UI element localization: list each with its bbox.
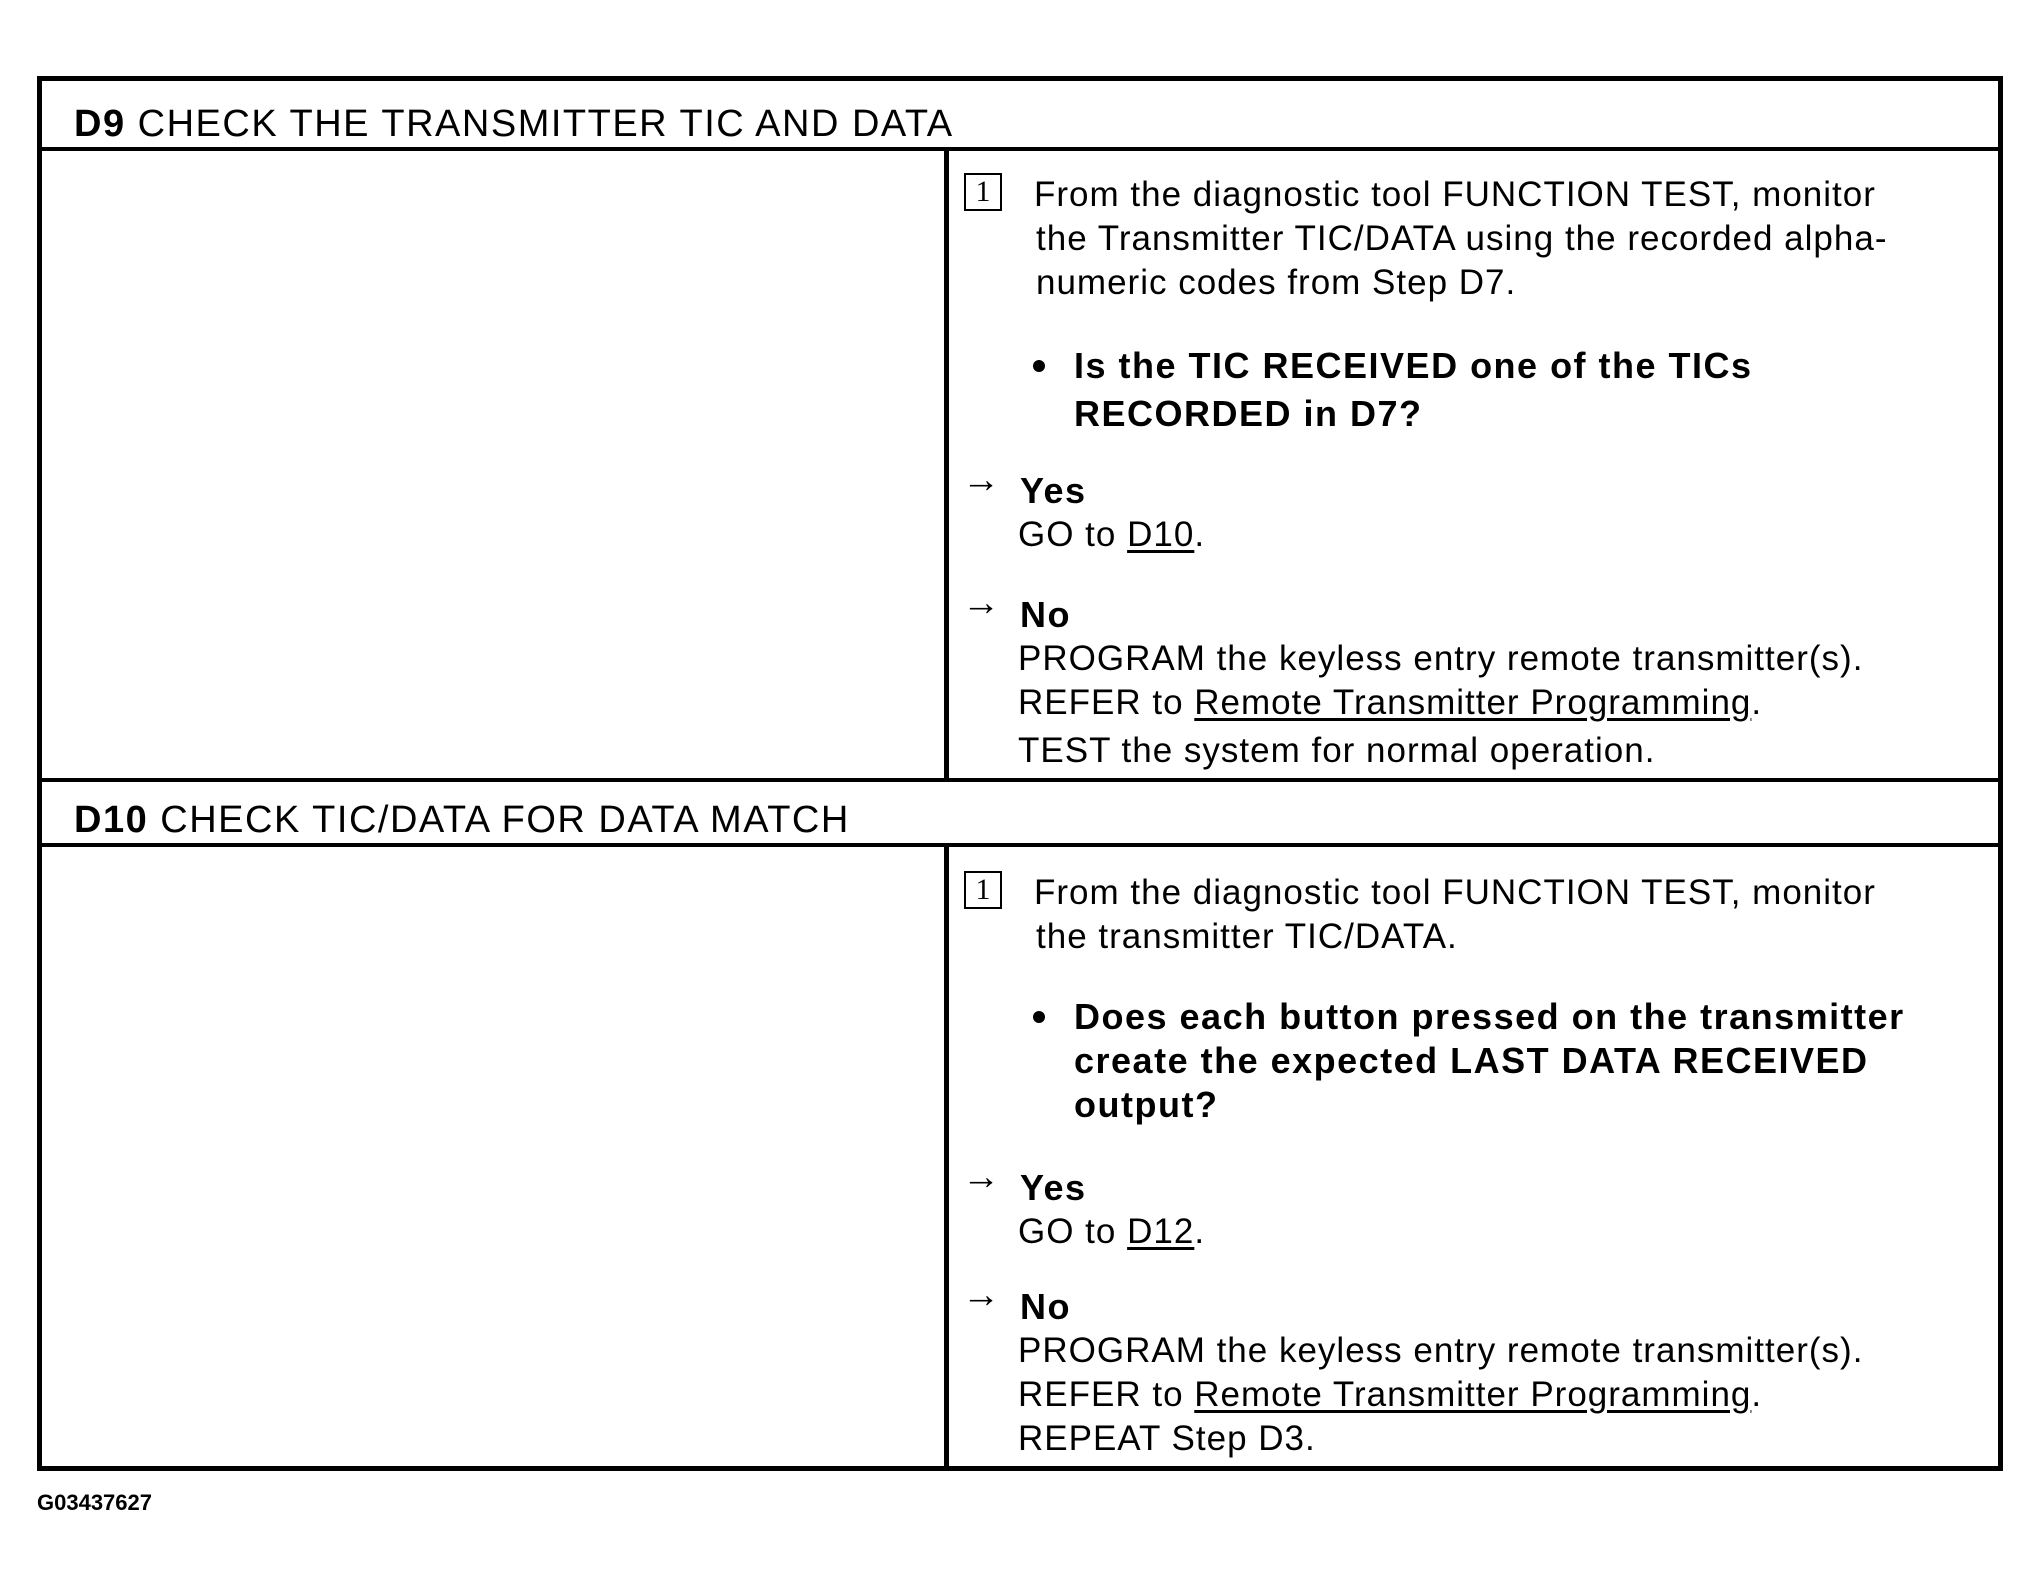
d10-instruction-line-2: the transmitter TIC/DATA.: [1036, 917, 1458, 956]
d9-instruction-line-2: the Transmitter TIC/DATA using the recorded alpha-: [1036, 219, 1888, 258]
d10-yes-link[interactable]: D12: [1127, 1212, 1195, 1251]
divider: [42, 778, 1998, 782]
d9-question-line-2: RECORDED in D7?: [1074, 393, 1423, 434]
d9-question-line-1: Is the TIC RECEIVED one of the TICs: [1074, 345, 1753, 386]
period: .: [1751, 1375, 1763, 1414]
d9-no-line-3: TEST the system for normal operation.: [1018, 731, 1656, 770]
d9-yes-action: [1018, 513, 1205, 557]
diagnostic-table: [37, 76, 2003, 1471]
period: .: [1194, 1212, 1206, 1251]
divider: [42, 843, 1998, 847]
column-divider: [944, 147, 949, 778]
divider: [42, 147, 1998, 151]
d9-id: D9: [74, 103, 126, 145]
arrow-right-icon: →: [962, 1274, 1000, 1316]
d10-question-line-3: output?: [1074, 1084, 1219, 1125]
d9-yes-link[interactable]: D10: [1127, 515, 1195, 554]
step-number-box: 1: [964, 173, 1002, 211]
refer-text: REFER to: [1018, 1375, 1184, 1414]
figure-id: G03437627: [37, 1490, 152, 1515]
d9-no-line-1: PROGRAM the keyless entry remote transmitter(s).: [1018, 639, 1864, 678]
d9-instruction-line-3: numeric codes from Step D7.: [1036, 263, 1517, 302]
yes-action-text: GO to: [1018, 1212, 1117, 1251]
d10-no-line-1: PROGRAM the keyless entry remote transmitter(s).: [1018, 1331, 1864, 1370]
d10-no-label: No: [1020, 1286, 1071, 1327]
d10-question-line-2: create the expected LAST DATA RECEIVED: [1074, 1040, 1869, 1081]
d10-header: [42, 801, 1998, 839]
d10-instruction-line-1: From the diagnostic tool FUNCTION TEST, monitor: [1034, 873, 1876, 912]
arrow-right-icon: →: [962, 582, 1000, 624]
d9-no-label: No: [1020, 594, 1071, 635]
d9-instruction-line-1: From the diagnostic tool FUNCTION TEST, monitor: [1034, 175, 1876, 214]
d10-no-line-3: REPEAT Step D3.: [1018, 1419, 1316, 1458]
d10-yes-action: [1018, 1210, 1205, 1254]
d10-question-line-1: Does each button pressed on the transmitter: [1074, 996, 1905, 1037]
bullet-icon: [1033, 360, 1045, 372]
d10-no-link[interactable]: Remote Transmitter Programming: [1194, 1375, 1752, 1414]
bullet-icon: [1033, 1011, 1045, 1023]
column-divider: [944, 843, 949, 1471]
d10-yes-label: Yes: [1020, 1167, 1087, 1208]
d10-title: CHECK TIC/DATA FOR DATA MATCH: [160, 799, 850, 841]
d9-header: [42, 105, 1998, 143]
period: .: [1751, 683, 1763, 722]
refer-text: REFER to: [1018, 683, 1184, 722]
d9-yes-label: Yes: [1020, 470, 1087, 511]
d9-title: CHECK THE TRANSMITTER TIC AND DATA: [137, 103, 954, 145]
d9-no-refer: [1018, 681, 1762, 725]
d10-no-refer: [1018, 1373, 1762, 1417]
arrow-right-icon: →: [962, 459, 1000, 501]
d10-id: D10: [74, 799, 149, 841]
period: .: [1194, 515, 1206, 554]
yes-action-text: GO to: [1018, 515, 1117, 554]
d9-no-link[interactable]: Remote Transmitter Programming: [1194, 683, 1752, 722]
arrow-right-icon: →: [962, 1156, 1000, 1198]
step-number-box: 1: [964, 871, 1002, 909]
